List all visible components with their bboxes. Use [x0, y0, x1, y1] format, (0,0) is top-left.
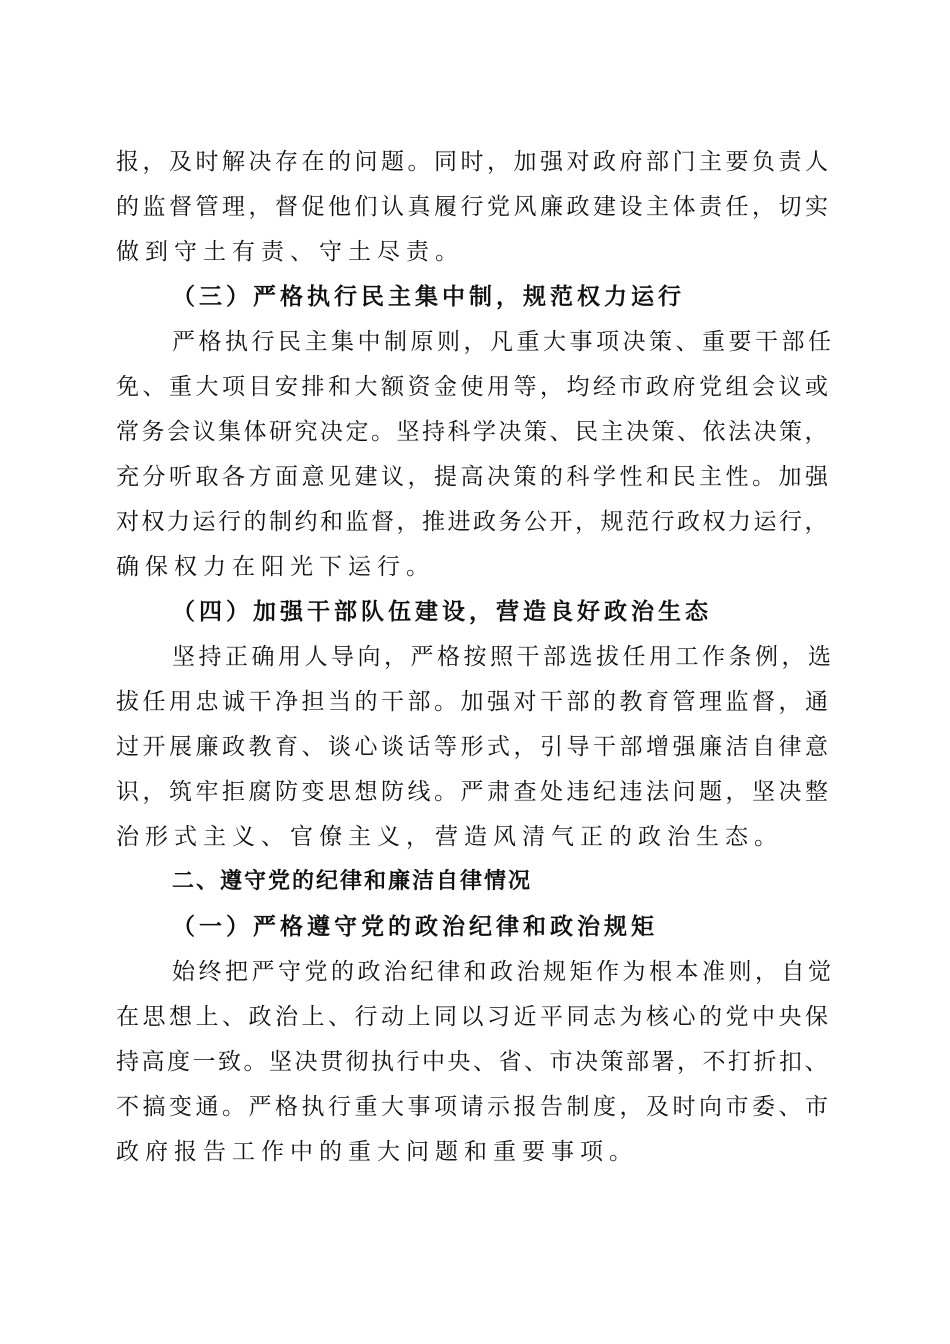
body-line: 的监督管理，督促他们认真履行党风廉政建设主体责任，切实	[116, 194, 832, 220]
sub-heading-4: （四）加强干部队伍建设，营造良好政治生态	[172, 598, 712, 625]
sub-heading-1: （一）严格遵守党的政治纪律和政治规矩	[172, 913, 658, 940]
sub-heading-3: （三）严格执行民主集中制，规范权力运行	[172, 283, 685, 310]
body-line: 报，及时解决存在的问题。同时，加强对政府部门主要负责人	[116, 149, 832, 175]
body-line: 对权力运行的制约和监督，推进政务公开，规范行政权力运行，	[116, 509, 830, 535]
body-line: 免、重大项目安排和大额资金使用等，均经市政府党组会议或	[116, 374, 832, 400]
body-line: 拔任用忠诚干净担当的干部。加强对干部的教育管理监督，通	[116, 689, 832, 715]
body-line: 识，筑牢拒腐防变思想防线。严肃查处违纪违法问题，坚决整	[116, 779, 832, 805]
body-line: 持高度一致。坚决贯彻执行中央、省、市决策部署，不打折扣、	[116, 1049, 830, 1075]
body-line: 始终把严守党的政治纪律和政治规矩作为根本准则，自觉	[172, 959, 835, 985]
body-line: 在思想上、政治上、行动上同以习近平同志为核心的党中央保	[116, 1004, 832, 1030]
body-line: 充分听取各方面意见建议，提高决策的科学性和民主性。加强	[116, 464, 832, 490]
section-heading-2: 二、遵守党的纪律和廉洁自律情况	[172, 869, 533, 894]
body-line: 过开展廉政教育、谈心谈话等形式，引导干部增强廉洁自律意	[116, 734, 832, 760]
body-line: 坚持正确用人导向，严格按照干部选拔任用工作条例，选	[172, 644, 835, 670]
body-line: 治形式主义、官僚主义，营造风清气正的政治生态。	[116, 824, 783, 850]
body-line: 常务会议集体研究决定。坚持科学决策、民主决策、依法决策，	[116, 419, 830, 445]
body-line: 确保权力在阳光下运行。	[116, 554, 435, 580]
body-line: 政府报告工作中的重大问题和重要事项。	[116, 1139, 638, 1165]
body-line: 做到守土有责、守土尽责。	[116, 239, 464, 265]
body-line: 不搞变通。严格执行重大事项请示报告制度，及时向市委、市	[116, 1094, 832, 1120]
body-line: 严格执行民主集中制原则，凡重大事项决策、重要干部任	[172, 329, 835, 355]
